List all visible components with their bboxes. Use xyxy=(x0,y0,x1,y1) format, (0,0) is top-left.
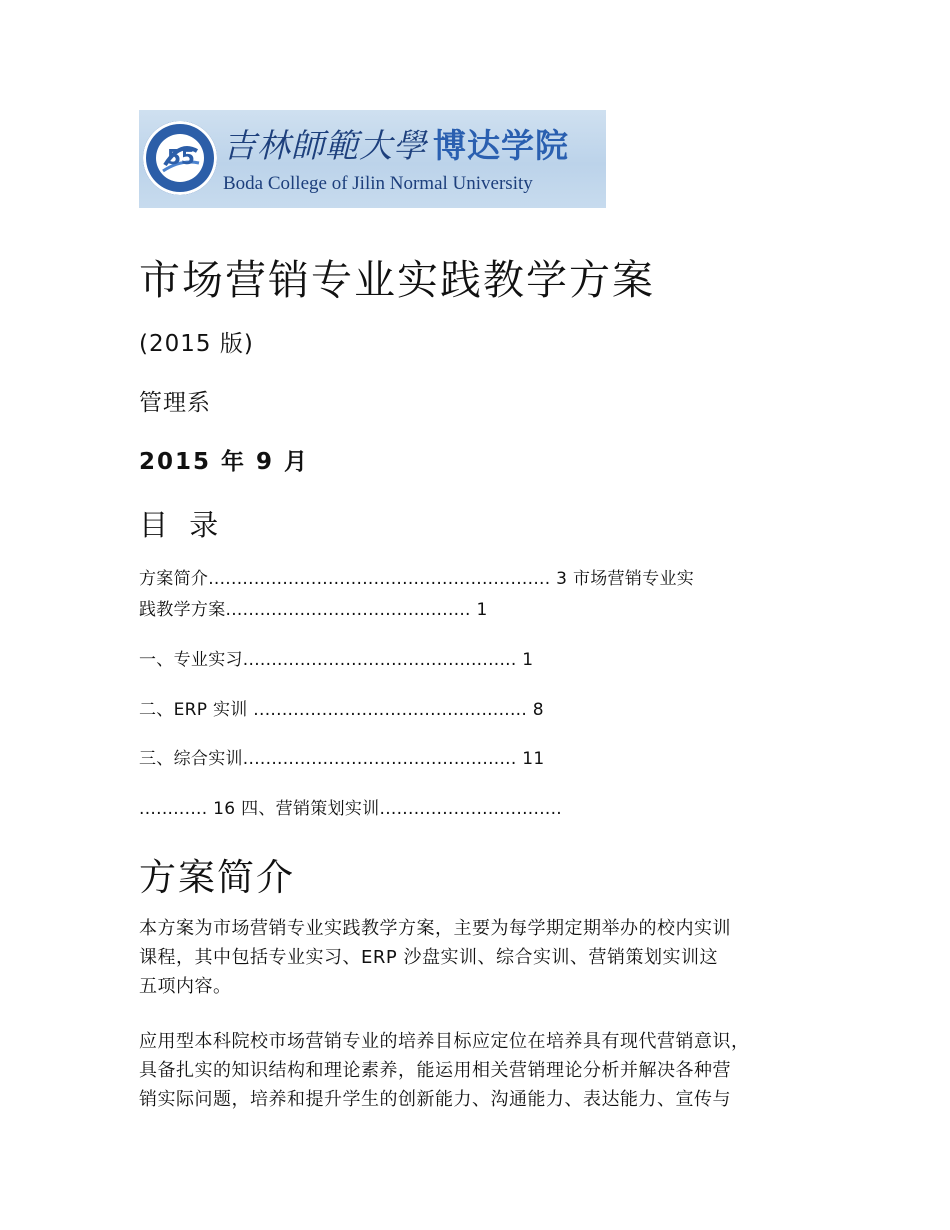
department-label: 管理系 xyxy=(139,390,211,416)
paragraph-line: 本方案为市场营销专业实践教学方案，主要为每学期定期举办的校内实训 xyxy=(139,918,731,939)
logo-chinese-name xyxy=(223,124,569,168)
toc-entry-text: 方案简介............................................................ 3 市场营销专业实 xyxy=(139,569,695,589)
paragraph-goals xyxy=(139,1027,829,1114)
toc-entry[interactable] xyxy=(139,794,819,819)
toc-entry[interactable] xyxy=(139,695,819,720)
logo-college-name: 博达学院 xyxy=(433,126,569,165)
college-seal-icon xyxy=(143,121,217,195)
toc-entry[interactable] xyxy=(139,595,819,620)
toc-entry[interactable] xyxy=(139,744,819,769)
paragraph-line: 五项内容。 xyxy=(139,976,232,997)
college-logo-banner xyxy=(139,110,606,208)
edition-label: (2015 版) xyxy=(139,331,254,357)
logo-english-name: Boda College of Jilin Normal University xyxy=(223,173,533,194)
logo-university-calligraphy: 吉林師範大學 xyxy=(223,126,427,165)
toc-entry-text: 二、ERP 实训 ................................................ 8 xyxy=(139,700,544,720)
toc-entry-text: 践教学方案........................................... 1 xyxy=(139,600,488,620)
document-title: 市场营销专业实践教学方案 xyxy=(139,256,655,304)
toc-heading: 目 录 xyxy=(139,508,225,542)
toc-entry-text: 一、专业实习................................................ 1 xyxy=(139,650,534,670)
paragraph-line: 销实际问题，培养和提升学生的创新能力、沟通能力、表达能力、宣传与 xyxy=(139,1089,731,1110)
section-heading: 方案简介 xyxy=(139,856,295,899)
paragraph-line: 应用型本科院校市场营销专业的培养目标应定位在培养具有现代营销意识， xyxy=(139,1031,750,1052)
paragraph-intro xyxy=(139,914,829,1001)
paragraph-line: 课程，其中包括专业实习、ERP 沙盘实训、综合实训、营销策划实训这 xyxy=(139,947,718,968)
toc-entry-text: 三、综合实训................................................ 11 xyxy=(139,749,545,769)
toc-entry[interactable] xyxy=(139,645,819,670)
seal-number: 55 xyxy=(167,145,195,169)
toc-entry[interactable] xyxy=(139,564,819,589)
toc-entry-text: ............ 16 四、营销策划实训................................ xyxy=(139,799,563,819)
paragraph-line: 具备扎实的知识结构和理论素养，能运用相关营销理论分析并解决各种营 xyxy=(139,1060,731,1081)
date-label: 2015 年 9 月 xyxy=(139,449,310,475)
